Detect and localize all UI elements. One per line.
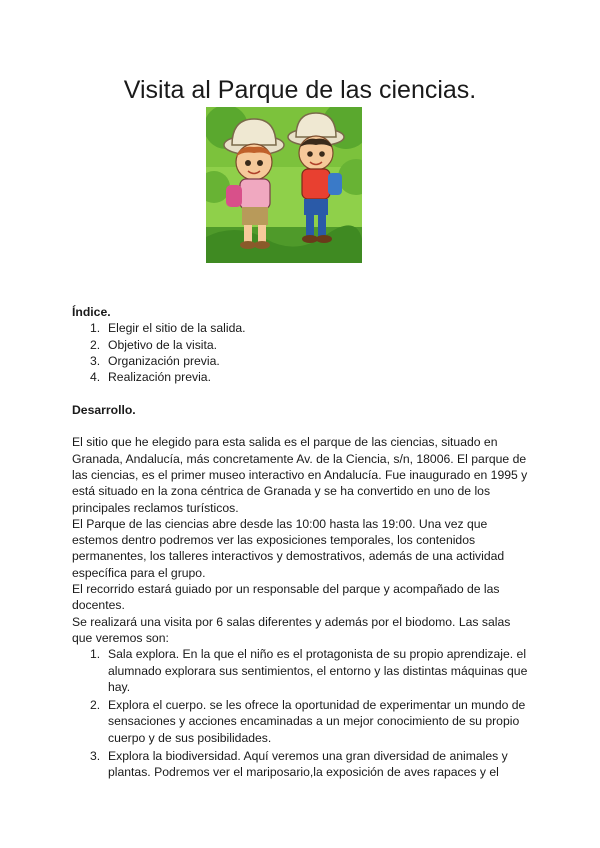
list-item: 1. Sala explora. En la que el niño es el protagonista de su propio aprendizaje. el alumnado explorara sus sentimientos, el entorno y las distintas máquinas que hay. <box>90 647 528 694</box>
paragraph: El sitio que he elegido para esta salida es el parque de las ciencias, situado en Granada, Andalucía, más concretamente Av. de la Ciencia, s/n, 18006. El parque de las ciencias, es el primer museo interactivo en Andalucía. Fue inaugurado en 1995 y está situado en la zona céntrica de Granada y se ha convertido en uno de los principales reclamos turísticos. <box>72 435 528 515</box>
list-item: 2. Explora el cuerpo. se les ofrece la oportunidad de experimentar un mundo de sensaciones y acciones encaminadas a un mejor conocimiento de su propio cuerpo y de sus posibilidades. <box>90 698 526 745</box>
document-body <box>72 304 534 783</box>
list-item: 3. Explora la biodiversidad. Aquí veremos una gran diversidad de animales y plantas. Podremos ver el mariposario,la exposición de aves rapaces y el <box>90 749 508 780</box>
explorer-kids-illustration <box>206 107 362 263</box>
list-item: 1. Elegir el sitio de la salida. <box>90 321 246 336</box>
list-item: 3. Organización previa. <box>90 353 220 368</box>
list-item: 2. Objetivo de la visita. <box>90 337 218 352</box>
rooms-list <box>72 646 534 780</box>
index-list <box>72 320 534 385</box>
paragraph: Se realizará una visita por 6 salas diferentes y además por el biodomo. Las salas que veremos son: <box>72 614 511 645</box>
list-item: 4. Realización previa. <box>90 370 211 385</box>
development-heading: Desarrollo. <box>72 402 136 417</box>
paragraph: El Parque de las ciencias abre desde las 10:00 hasta las 19:00. Una vez que estemos dentro podremos ver las exposiciones temporales, los contenidos permanentes, los talleres interactivos y demostrativos, además de una actividad específica para el grupo. <box>72 516 505 580</box>
index-heading: Índice. <box>72 305 111 319</box>
paragraph: El recorrido estará guiado por un responsable del parque y acompañado de las docentes. <box>72 582 500 613</box>
page-title: Visita al Parque de las ciencias. <box>123 76 477 104</box>
